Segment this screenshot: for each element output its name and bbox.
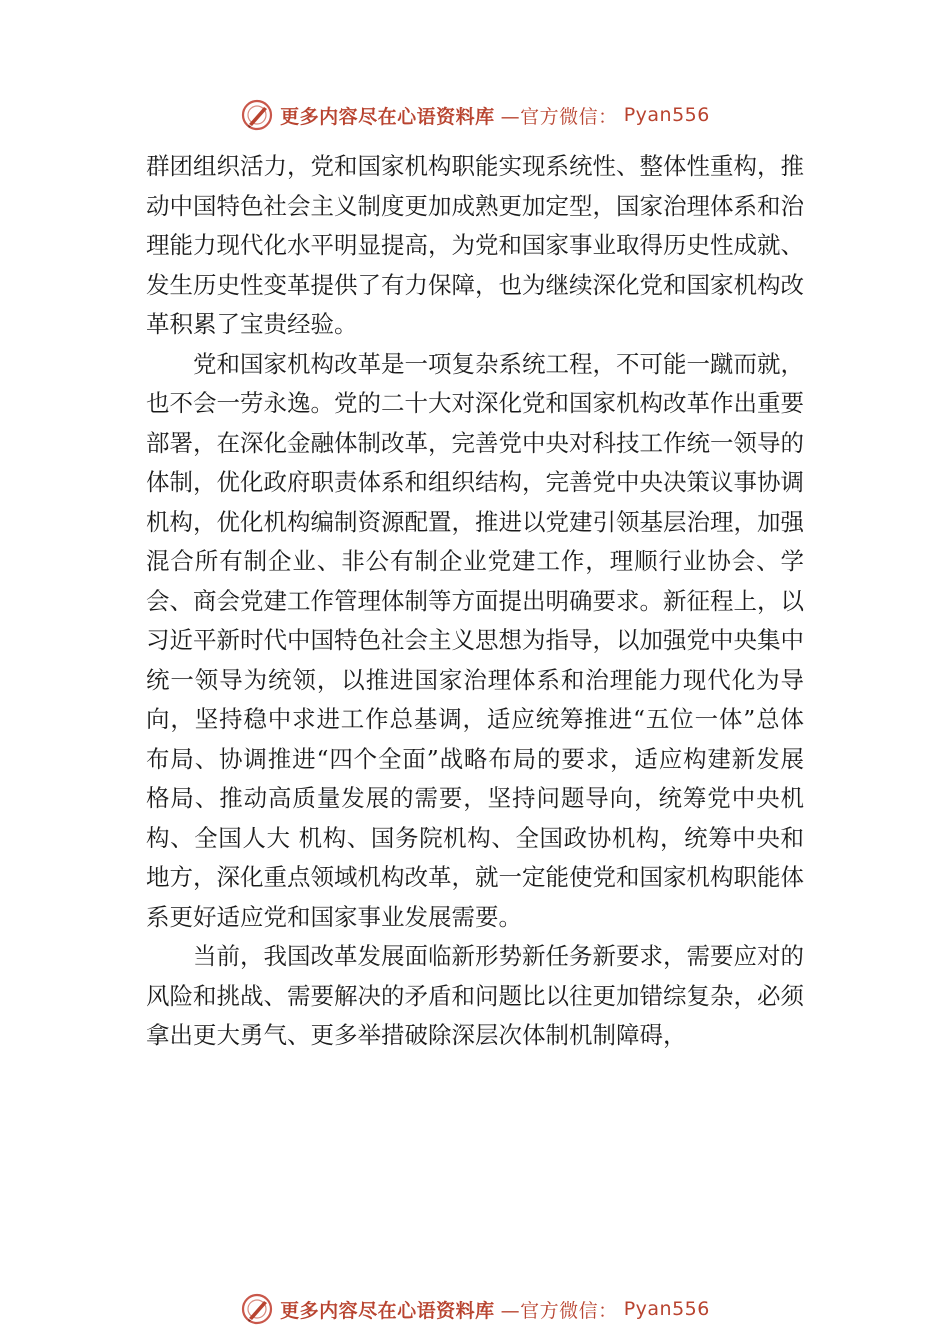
footer-banner [0, 1289, 950, 1329]
brush-logo-icon [240, 1292, 274, 1326]
paragraph-1: 群团组织活力，党和国家机构职能实现系统性、整体性重构，推动中国特色社会主义制度更加成熟更加定型，国家治理体系和治理能力现代化水平明显提高，为党和国家事业取得历史性成就、发生历史性变革提供了有力保障，也为继续深化党和国家机构改革积累了宝贵经验。 [146, 152, 804, 338]
header-banner-separator: —官方微信： [500, 105, 618, 128]
paragraph-2: 党和国家机构改革是一项复杂系统工程，不可能一蹴而就，也不会一劳永逸。党的二十大对深化党和国家机构改革作出重要部署，在深化金融体制改革，完善党中央对科技工作统一领导的体制，优化政府职责体系和组织结构，完善党中央决策议事协调机构，优化机构编制资源配置，推进以党建引领基层治理，加强混合所有制企业、非公有制企业党建工作，理顺行业协会、学会、商会党建工作管理体制等方面提出明确要求。新征程上，以习近平新时代中国特色社会主义思想为指导，以加强党中央集中统一领导为统领，以推进国家治理体系和治理能力现代化为导向，坚持稳中求进工作总基调，适应统筹推进“五位一体”总体布局、协调推进“四个全面”战略布局的要求，适应构建新发展格局、推动高质量发展的需要，坚持问题导向，统筹党中央机构、全国人大 机构、国务院机构、全国政协机构，统筹中央和地方，深化重点领域机构改革，就一定能使党和国家机构职能体系更好适应党和国家事业发展需要。 [146, 349, 804, 931]
header-banner [0, 95, 950, 135]
paragraph-3: 当前，我国改革发展面临新形势新任务新要求，需要应对的风险和挑战、需要解决的矛盾和问题比以往更加错综复杂，必须拿出更大勇气、更多举措破除深层次体制机制障碍， [146, 942, 804, 1049]
header-wechat-id: Pyan556 [623, 104, 710, 126]
header-banner-text: 更多内容尽在心语资料库 [280, 105, 495, 128]
footer-banner-text: 更多内容尽在心语资料库 [280, 1299, 495, 1322]
footer-banner-separator: —官方微信： [500, 1299, 618, 1322]
footer-wechat-id: Pyan556 [623, 1298, 710, 1320]
document-body [146, 147, 804, 1056]
brush-logo-icon [240, 98, 274, 132]
